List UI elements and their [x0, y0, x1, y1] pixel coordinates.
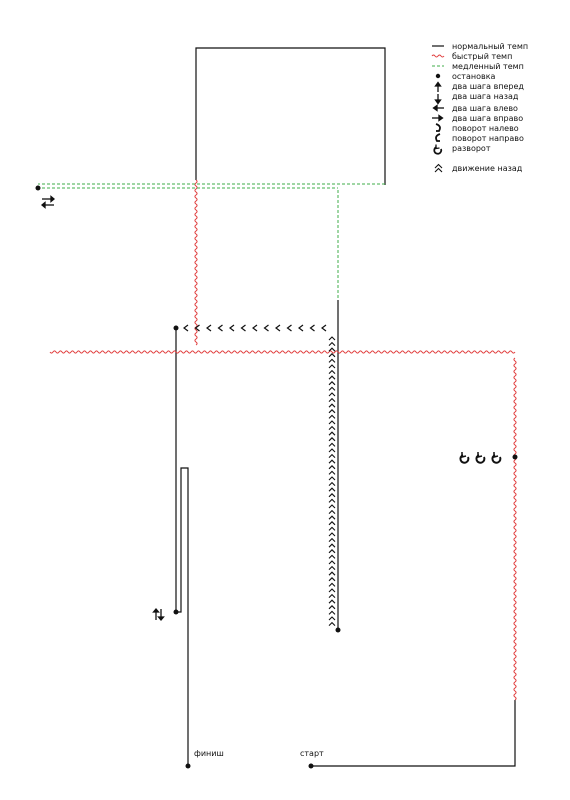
legend-back-label: два шага назад	[452, 92, 519, 101]
reverse-chevron	[329, 623, 335, 626]
reverse-chevron	[276, 325, 280, 331]
reverse-chevron	[329, 348, 335, 351]
reverse-chevron	[329, 572, 335, 575]
legend-fast-swatch	[432, 55, 444, 57]
stop-dot-icon	[174, 610, 179, 615]
reverse-chevron	[329, 561, 335, 564]
reverse-chevron	[242, 325, 246, 331]
reverse-chevron	[329, 343, 335, 346]
reverse-chevron	[329, 544, 335, 547]
reverse-chevron	[329, 488, 335, 491]
u-turn-icon	[460, 452, 468, 463]
reverse-chevron	[329, 477, 335, 480]
reverse-chevron	[329, 365, 335, 368]
reverse-chevron	[329, 421, 335, 424]
fast-horizontal	[50, 351, 515, 353]
reverse-chevrons-horizontal	[184, 325, 326, 331]
double-chevron-icon	[435, 165, 442, 173]
reverse-chevron	[329, 499, 335, 502]
reverse-chevron	[329, 404, 335, 407]
finish-label: финиш	[194, 749, 224, 758]
reverse-chevron	[329, 376, 335, 379]
legend-left-label: два шага влево	[452, 104, 518, 113]
reverse-chevron	[329, 505, 335, 508]
reverse-chevron	[329, 393, 335, 396]
stop-dot-icon	[174, 326, 179, 331]
fast-right-vertical	[514, 358, 516, 700]
reverse-chevron	[329, 539, 335, 542]
finish-dot-icon	[186, 764, 191, 769]
reverse-chevron	[329, 415, 335, 418]
reverse-chevron	[329, 606, 335, 609]
reverse-chevron	[311, 325, 315, 331]
reverse-chevron	[329, 527, 335, 530]
reverse-chevron	[329, 533, 335, 536]
reverse-chevron	[329, 550, 335, 553]
legend-u-turn-label: разворот	[452, 144, 491, 153]
reverse-chevron	[329, 595, 335, 598]
reverse-chevron	[329, 371, 335, 374]
reverse-chevron	[207, 325, 211, 331]
reverse-chevron	[329, 583, 335, 586]
arrow-right-icon	[432, 116, 443, 121]
reverse-chevron	[329, 555, 335, 558]
stop-dot-icon	[513, 455, 518, 460]
reverse-chevron	[329, 611, 335, 614]
fast-pace-path	[50, 180, 516, 700]
reverse-chevron	[230, 325, 234, 331]
reverse-chevron	[329, 511, 335, 514]
reverse-chevron	[329, 455, 335, 458]
legend-reverse-label: движение назад	[452, 164, 523, 173]
reverse-chevron	[329, 337, 335, 340]
legend-stop-label: остановка	[452, 72, 496, 81]
fast-left-vertical	[195, 180, 197, 345]
legend	[432, 42, 528, 173]
reverse-chevron	[329, 432, 335, 435]
stop-dot-icon	[336, 628, 341, 633]
turn-left-icon	[436, 124, 440, 131]
forward-back-steps-icon	[154, 609, 164, 620]
legend-turn-left-label: поворот налево	[452, 124, 519, 133]
reverse-chevron	[329, 578, 335, 581]
reverse-chevron	[329, 460, 335, 463]
stop-dot-icon	[436, 74, 440, 78]
reverse-chevron	[329, 427, 335, 430]
reverse-chevron	[329, 359, 335, 362]
start-dot-icon	[309, 764, 314, 769]
left-right-steps-icon	[42, 197, 54, 208]
reverse-chevron	[329, 410, 335, 413]
reverse-chevron	[329, 354, 335, 357]
reverse-chevron	[329, 399, 335, 402]
reverse-chevron	[329, 483, 335, 486]
u-turn-icon	[492, 452, 500, 463]
reverse-chevron	[253, 325, 257, 331]
top-box-path	[196, 48, 385, 185]
reverse-chevron	[329, 449, 335, 452]
stop-dot-icon	[36, 186, 41, 191]
reverse-chevron	[265, 325, 269, 331]
reverse-chevron	[329, 387, 335, 390]
legend-turn-right-label: поворот направо	[452, 134, 524, 143]
reverse-chevron	[329, 600, 335, 603]
legend-normal-label: нормальный темп	[452, 42, 529, 51]
reverse-chevron	[322, 325, 326, 331]
reverse-chevron	[299, 325, 303, 331]
legend-slow-label: медленный темп	[452, 62, 524, 71]
reverse-chevrons-vertical	[329, 337, 335, 626]
slow-pace-path	[38, 184, 385, 300]
turn-right-icon	[436, 134, 440, 141]
reverse-chevron	[329, 471, 335, 474]
reverse-chevron	[329, 567, 335, 570]
u-turn-icons	[460, 452, 500, 463]
reverse-chevron	[329, 516, 335, 519]
reverse-chevron	[219, 325, 223, 331]
reverse-chevron	[329, 589, 335, 592]
arrow-up-icon	[436, 83, 441, 93]
reverse-chevron	[329, 494, 335, 497]
u-turn-icon	[476, 452, 484, 463]
reverse-chevron	[329, 466, 335, 469]
reverse-chevron	[288, 325, 292, 331]
legend-right-label: два шага вправо	[452, 114, 524, 123]
reverse-chevron	[184, 325, 188, 331]
normal-pace-path	[176, 48, 515, 766]
reverse-chevron	[329, 443, 335, 446]
start-path	[311, 700, 515, 766]
u-turn-icon	[434, 145, 441, 154]
start-label: старт	[300, 749, 324, 758]
legend-fast-label: быстрый темп	[452, 52, 513, 61]
arrow-down-icon	[436, 94, 441, 104]
arrow-left-icon	[434, 106, 445, 111]
reverse-chevron	[329, 382, 335, 385]
reverse-chevron	[329, 617, 335, 620]
left-vertical-path	[176, 328, 188, 766]
reverse-chevron	[329, 522, 335, 525]
reverse-chevron	[329, 438, 335, 441]
legend-forward-label: два шага вперед	[452, 82, 524, 91]
